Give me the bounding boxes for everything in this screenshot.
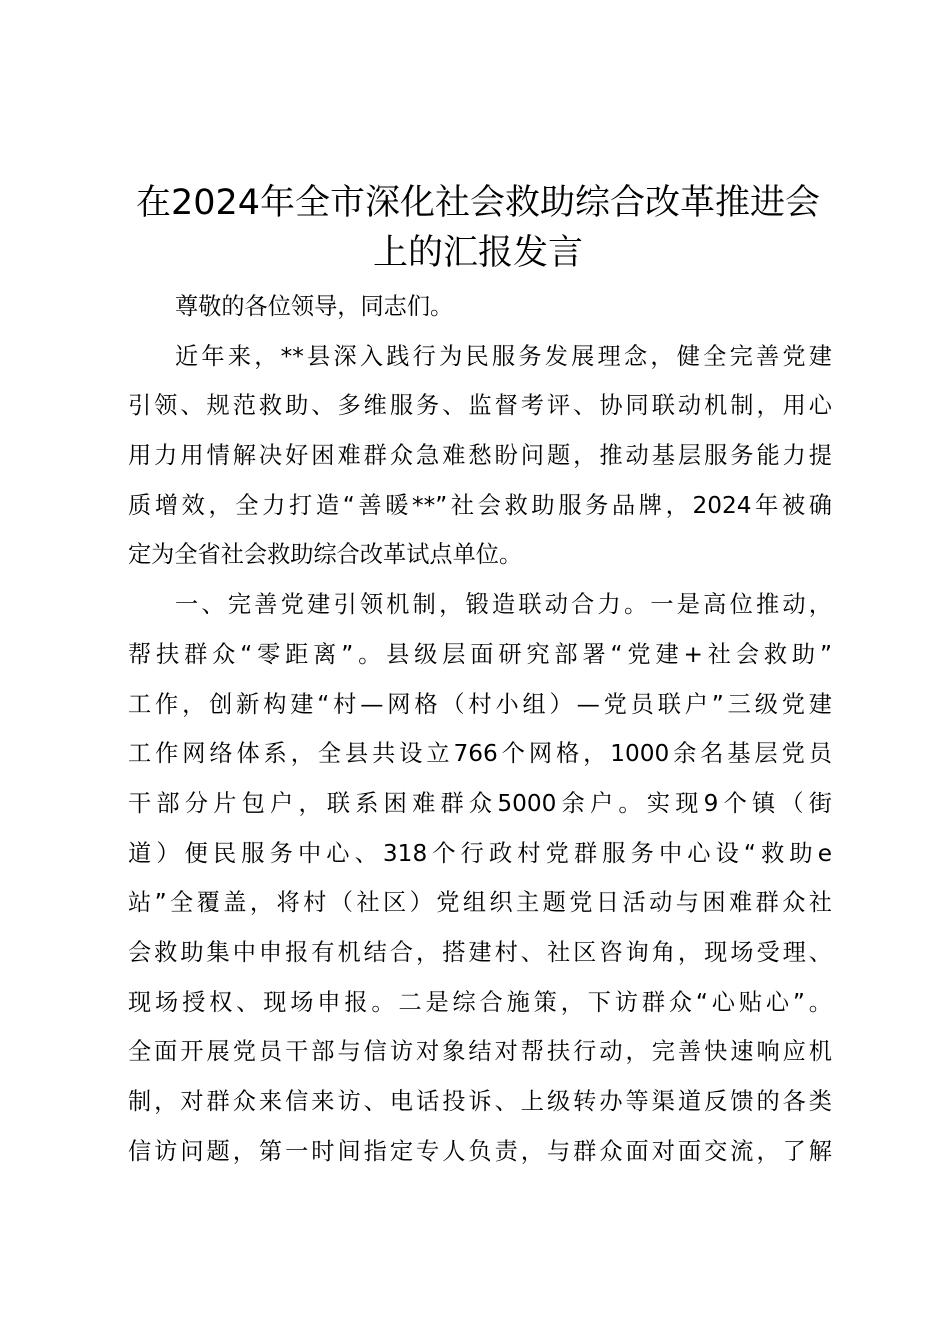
paragraph-line: 质增效，全力打造“善暖**”社会救助服务品牌，2024年被确	[128, 491, 832, 519]
paragraph-line: 定为全省社会救助综合改革试点单位。	[128, 541, 523, 569]
paragraph-line: 工作，创新构建“村—网格（村小组）—党员联户”三级党建	[128, 690, 832, 718]
paragraph-line: 一、完善党建引领机制，锻造联动合力。一是高位推动，	[175, 591, 832, 619]
document-title	[110, 178, 846, 278]
paragraph-line: 近年来，**县深入践行为民服务发展理念，健全完善党建	[175, 342, 832, 370]
title-line: 上的汇报发言	[372, 233, 583, 273]
paragraph-line: 干部分片包户，联系困难群众5000余户。实现9个镇（街	[128, 789, 832, 817]
document-body	[128, 282, 832, 1176]
title-line: 在2024年全市深化社会救助综合改革推进会	[135, 183, 821, 223]
paragraph-line: 制，对群众来信来访、电话投诉、上级转办等渠道反馈的各类	[128, 1088, 832, 1115]
paragraph-line: 现场授权、现场申报。二是综合施策，下访群众“心贴心”。	[128, 988, 832, 1016]
paragraph-line: 用力用情解决好困难群众急难愁盼问题，推动基层服务能力提	[128, 442, 832, 470]
paragraph-line: 会救助集中申报有机结合，搭建村、社区咨询角，现场受理、	[128, 938, 832, 966]
paragraph-line: 站”全覆盖，将村（社区）党组织主题党日活动与困难群众社	[128, 889, 832, 917]
paragraph-line: 道）便民服务中心、318个行政村党群服务中心设“救助e	[128, 839, 832, 867]
paragraph-line: 全面开展党员干部与信访对象结对帮扶行动，完善快速响应机	[128, 1038, 832, 1066]
paragraph-line: 工作网络体系，全县共设立766个网格，1000余名基层党员	[128, 740, 832, 768]
salutation: 尊敬的各位领导，同志们。	[175, 293, 454, 320]
paragraph-line: 帮扶群众“零距离”。县级层面研究部署“党建+社会救助”	[128, 640, 832, 668]
paragraph-line: 信访问题，第一时间指定专人负责，与群众面对面交流，了解	[128, 1137, 832, 1165]
paragraph-line: 引领、规范救助、多维服务、监督考评、协同联动机制，用心	[128, 392, 832, 420]
